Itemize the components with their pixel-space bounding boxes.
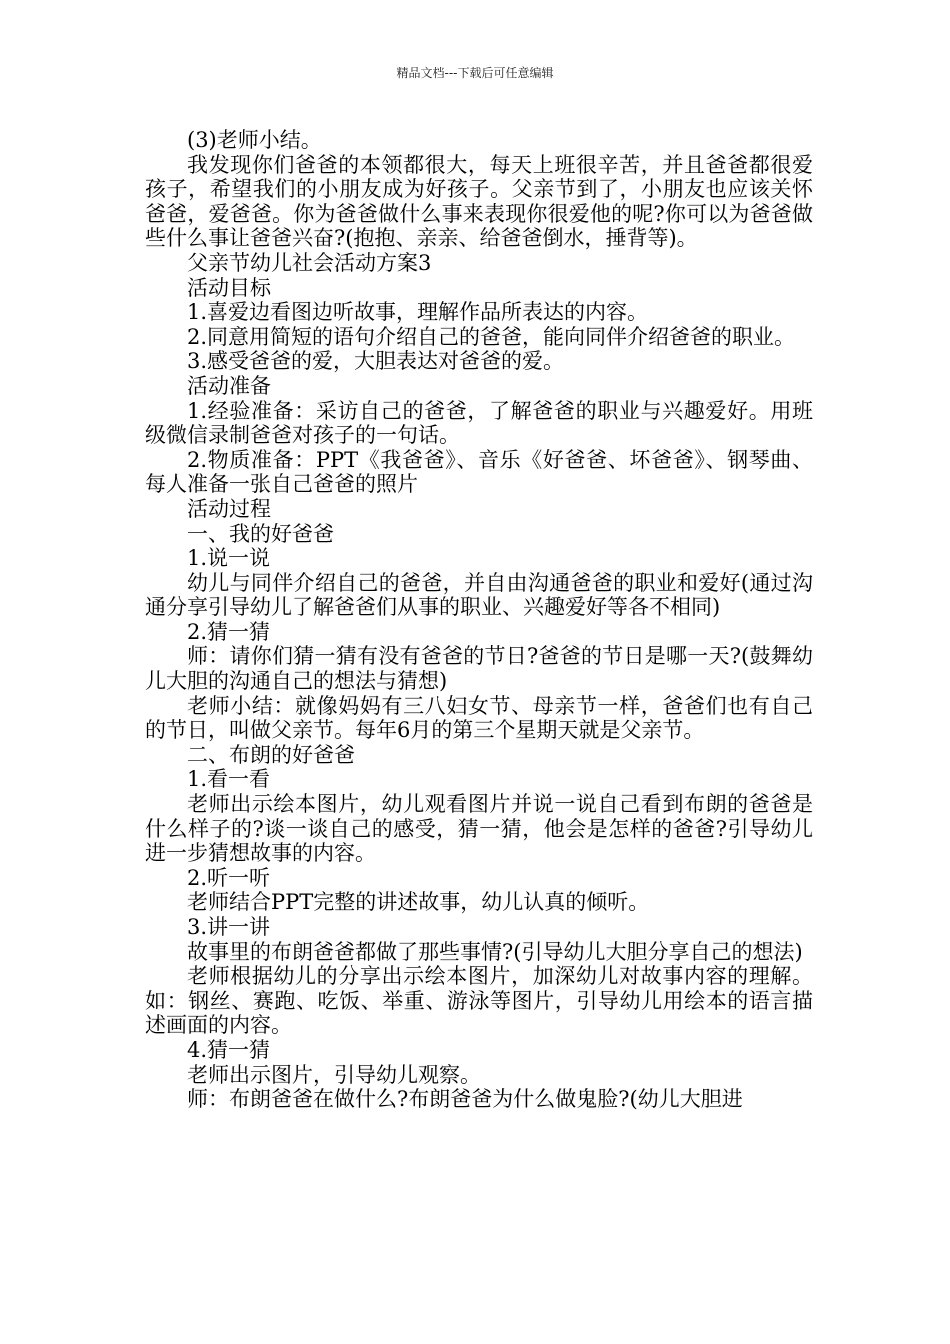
subheading: 活动过程 xyxy=(187,496,271,521)
paragraph: 1.看一看 xyxy=(187,767,271,792)
paragraph: 1.经验准备：采访自己的爸爸，了解爸爸的职业与兴趣爱好。用班级微信录制爸爸对孩子的一句话。 xyxy=(145,398,813,448)
paragraph: 3.讲一讲 xyxy=(187,915,271,939)
paragraph: 老师出示绘本图片，幼儿观看图片并说一说自己看到布朗的爸爸是什么样子的?谈一谈自己的感受，猜一猜，他会是怎样的爸爸?引导幼儿进一步猜想故事的内容。 xyxy=(145,792,813,866)
paragraph: 幼儿与同伴介绍自己的爸爸，并自由沟通爸爸的职业和爱好(通过沟通分享引导幼儿了解爸爸们从事的职业、兴趣爱好等各不相同) xyxy=(145,570,813,620)
paragraph: 2.听一听 xyxy=(187,865,271,890)
subheading: 一、我的好爸爸 xyxy=(187,521,334,546)
paragraph: 老师小结：就像妈妈有三八妇女节、母亲节一样，爸爸们也有自己的节日，叫做父亲节。每年6月的第三个星期天就是父亲节。 xyxy=(145,693,813,743)
subheading: 二、布朗的好爸爸 xyxy=(187,742,355,767)
paragraph: 师：请你们猜一猜有没有爸爸的节日?爸爸的节日是哪一天?(鼓舞幼儿大胆的沟通自己的想法与猜想) xyxy=(145,644,813,694)
paragraph: 2.猜一猜 xyxy=(187,619,271,644)
paragraph: 老师出示图片，引导幼儿观察。 xyxy=(187,1062,481,1087)
page-header: 精品文档---下载后可任意编辑 xyxy=(396,66,554,80)
paragraph: 老师结合PPT完整的讲述故事，幼儿认真的倾听。 xyxy=(187,890,650,915)
paragraph: 老师根据幼儿的分享出示绘本图片，加深幼儿对故事内容的理解。如：钢丝、赛跑、吃饭、举重、游泳等图片，引导幼儿用绘本的语言描述画面的内容。 xyxy=(145,964,813,1038)
subheading: 活动目标 xyxy=(187,275,271,300)
section-title: 父亲节幼儿社会活动方案3 xyxy=(187,250,432,275)
paragraph: 我发现你们爸爸的本领都很大，每天上班很辛苦，并且爸爸都很爱孩子，希望我们的小朋友成为好孩子。父亲节到了，小朋友也应该关怀爸爸，爱爸爸。你为爸爸做什么事来表现你很爱他的呢?你可以为爸爸做些什么事让爸爸兴奋?(抱抱、亲亲、给爸爸倒水，捶背等)。 xyxy=(145,152,813,251)
paragraph: 3.感受爸爸的爱，大胆表达对爸爸的爱。 xyxy=(187,349,565,374)
paragraph: 2.物质准备：PPT《我爸爸》、音乐《好爸爸、坏爸爸》、钢琴曲、每人准备一张自己爸爸的照片 xyxy=(145,447,813,497)
paragraph: 1.说一说 xyxy=(187,546,271,571)
paragraph: 师：布朗爸爸在做什么?布朗爸爸为什么做鬼脸?(幼儿大胆进 xyxy=(187,1087,743,1112)
paragraph: 1.喜爱边看图边听故事，理解作品所表达的内容。 xyxy=(187,300,649,325)
paragraph: 4.猜一猜 xyxy=(187,1037,271,1062)
paragraph: 故事里的布朗爸爸都做了那些事情?(引导幼儿大胆分享自己的想法) xyxy=(187,939,803,964)
subheading: 活动准备 xyxy=(187,373,271,398)
paragraph: 2.同意用简短的语句介绍自己的爸爸，能向同伴介绍爸爸的职业。 xyxy=(187,324,796,349)
document-body xyxy=(145,128,813,1112)
paragraph: (3)老师小结。 xyxy=(187,128,322,152)
